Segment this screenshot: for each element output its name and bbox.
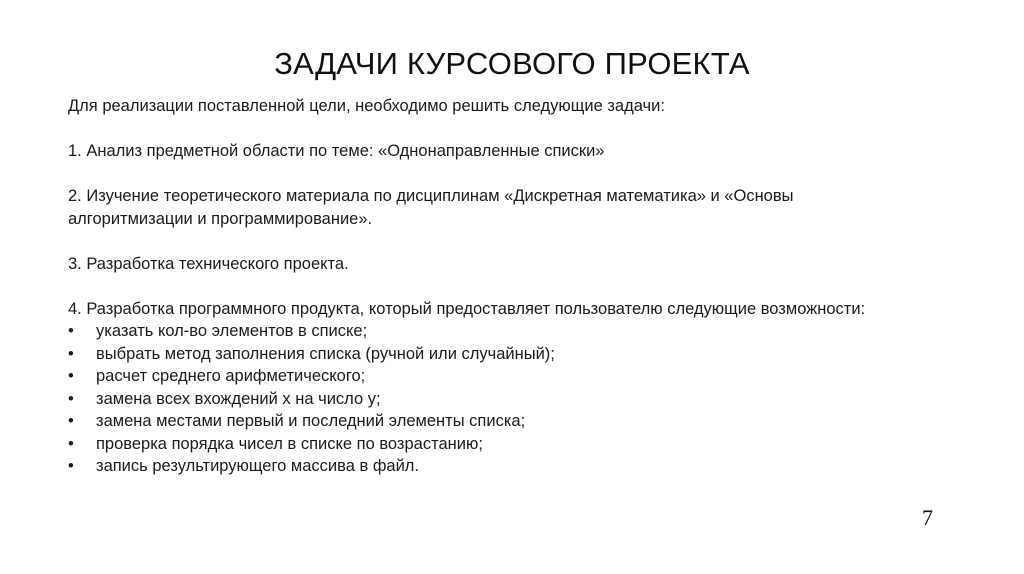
list-item-text: расчет среднего арифметического;	[96, 367, 366, 385]
list-item-text: указать кол-во элементов в списке;	[96, 322, 368, 340]
task-3: 3. Разработка технического проекта.	[68, 254, 349, 273]
list-item	[68, 343, 958, 366]
bullet-icon: •	[68, 412, 74, 430]
list-item	[68, 365, 958, 388]
list-item-text: замена всех вхождений x на число y;	[96, 389, 381, 408]
list-item-text: замена местами первый и последний элементы списка;	[96, 412, 526, 430]
bullet-icon: •	[68, 389, 74, 408]
task-2-line-2: алгоритмизации и программирование».	[68, 209, 373, 228]
spacer	[68, 275, 958, 298]
list-item-text: выбрать метод заполнения списка (ручной или случайный);	[96, 344, 555, 363]
spacer	[68, 118, 958, 141]
bullet-icon: •	[68, 434, 74, 453]
slide-title: ЗАДАЧИ КУРСОВОГО ПРОЕКТА	[274, 46, 750, 81]
feature-list	[68, 320, 958, 478]
task-4: 4. Разработка программного продукта, который предоставляет пользователю следующие возможности:	[68, 299, 866, 318]
slide-body	[68, 95, 958, 478]
page-number: 7	[922, 505, 933, 530]
list-item-text: запись результирующего массива в файл.	[96, 457, 419, 475]
list-item	[68, 433, 958, 456]
list-item	[68, 388, 958, 411]
list-item	[68, 455, 958, 478]
list-item	[68, 410, 958, 433]
bullet-icon: •	[68, 367, 74, 385]
task-2-line-1: 2. Изучение теоретического материала по дисциплинам «Дискретная математика» и «Основы	[68, 187, 794, 205]
intro-text: Для реализации поставленной цели, необходимо решить следующие задачи:	[68, 97, 665, 115]
spacer	[68, 230, 958, 253]
list-item-text: проверка порядка чисел в списке по возрастанию;	[96, 434, 483, 453]
bullet-icon: •	[68, 322, 74, 340]
bullet-icon: •	[68, 344, 74, 363]
bullet-icon: •	[68, 457, 74, 475]
list-item	[68, 320, 958, 343]
spacer	[68, 163, 958, 186]
task-1: 1. Анализ предметной области по теме: «Однонаправленные списки»	[68, 142, 605, 160]
